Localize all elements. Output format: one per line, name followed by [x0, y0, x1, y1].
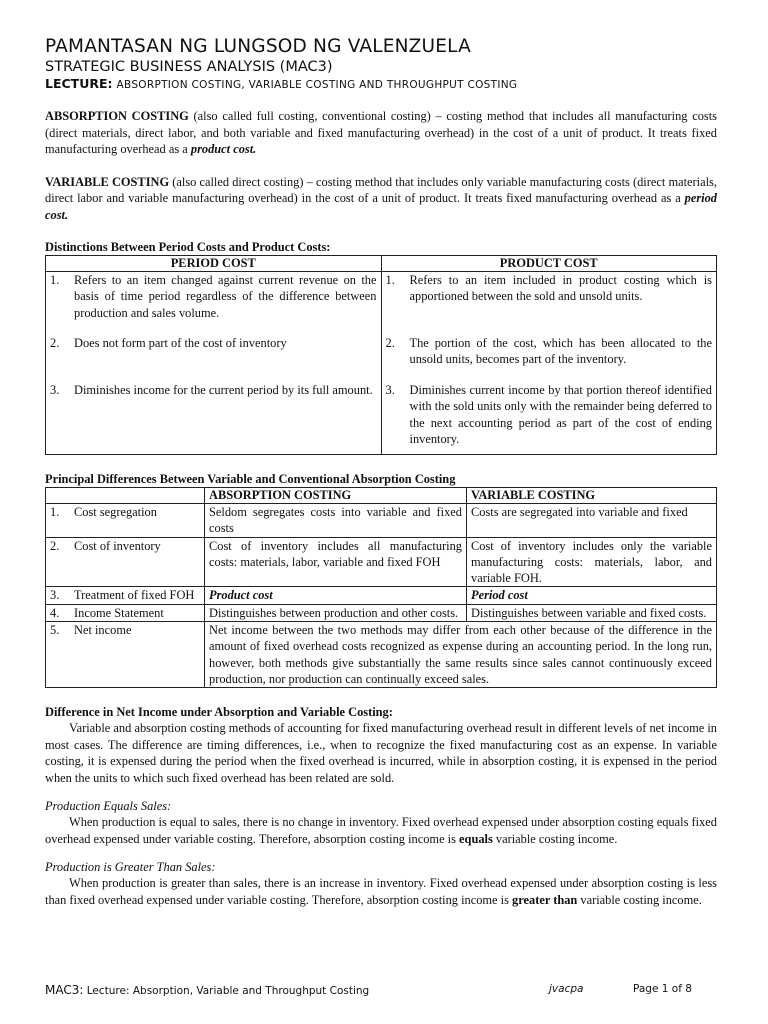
- absorption-term: ABSORPTION COSTING: [45, 109, 189, 123]
- absorption-text: (also called full costing, conventional costing) – costing method that includes all manufacturing costs (direct materials, direct labor, and both variable and fixed manufacturing overhead) in the cost of a unit of product. It treats fixed manufacturing overhead as a: [45, 109, 717, 156]
- variable-costing-header: VARIABLE COSTING: [467, 488, 717, 504]
- variable-definition: [45, 174, 717, 224]
- net-income-body: Variable and absorption costing methods of accounting for fixed manufacturing overhead result in different levels of net income in most cases. The difference are timing differences, i.e., when to recognize the fixed manufacturing cost as an expense. In variable costing, it is expensed during the period when the fixed overhead is incurred, while in absorption costing, it is expensed in the period when the units to which such fixed overhead has been related are sold.: [45, 721, 717, 785]
- product-item-1: 1. Refers to an item included in product costing which is apportioned between the sold and unsold units.: [385, 273, 712, 304]
- footer-page-number: Page 1 of 8: [633, 983, 692, 995]
- absorption-costing-header: ABSORPTION COSTING: [205, 488, 467, 504]
- variable-text: (also called direct costing) – costing method that includes only variable manufacturing costs (direct materials, direct labor and variable manufacturing overhead) in the cost of a unit of product. It treats fixed manufacturing overhead as a: [45, 174, 717, 205]
- production-greater-heading: Production is Greater Than Sales:: [45, 860, 216, 875]
- distinctions-table: [45, 255, 717, 455]
- page-footer: [45, 983, 717, 1003]
- table-row: 2. Cost of inventory Cost of inventory includes all manufacturing costs: materials, labor, variable and fixed FOH Cost of inventory includes only the variable manufacturing costs: materials, labor, and variable FOH.: [46, 537, 717, 587]
- period-cost-header: PERIOD COST: [46, 256, 382, 272]
- distinctions-title: Distinctions Between Period Costs and Product Costs:: [45, 240, 331, 254]
- product-item-3: 3. Diminishes current income by that portion thereof identified with the sold units only with the remainder being deferred to the next accounting period as part of the cost of ending inventory.: [385, 383, 712, 446]
- period-item-3: 3. Diminishes income for the current period by its full amount.: [50, 383, 373, 397]
- lecture-line: [45, 76, 717, 93]
- table-row: 1. Cost segregation Seldom segregates costs into variable and fixed costs Costs are segregated into variable and fixed: [46, 504, 717, 538]
- lecture-label: LECTURE:: [45, 76, 113, 91]
- absorption-definition: [45, 108, 717, 158]
- variable-term: VARIABLE COSTING: [45, 174, 170, 189]
- document-page: [45, 36, 717, 908]
- course-title: STRATEGIC BUSINESS ANALYSIS (MAC3): [45, 59, 333, 75]
- footer-author: jvacpa: [549, 983, 584, 995]
- product-cost-header: PRODUCT COST: [381, 256, 717, 272]
- principal-blank-header: [46, 488, 205, 504]
- footer-course: MAC3: Lecture: Absorption, Variable and Throughput Costing: [45, 983, 370, 997]
- university-title: PAMANTASAN NG LUNGSOD NG VALENZUELA: [45, 36, 471, 57]
- principal-title: Principal Differences Between Variable and Conventional Absorption Costing: [45, 472, 456, 486]
- production-equals-sales-heading: Production Equals Sales:: [45, 799, 172, 814]
- period-item-1: 1. Refers to an item changed against current revenue on the basis of time period regardless of the difference between production and sales volume.: [50, 273, 377, 320]
- table-row: 3. Treatment of fixed FOH Product cost Period cost: [46, 587, 717, 604]
- principal-differences-table: [45, 487, 717, 688]
- product-cost-cell: [381, 272, 717, 455]
- table-row: 5. Net income Net income between the two methods may differ from each other because of the difference in the amount of fixed overhead costs recognized as expense during an accounting period. In the long run, however, both methods give substantially the same results since sales cannot continuously exceed production, nor production can continually exceed sales.: [46, 622, 717, 688]
- table-row: 4. Income Statement Distinguishes between production and other costs. Distinguishes between variable and fixed costs.: [46, 604, 717, 621]
- production-greater-text: When production is greater than sales, there is an increase in inventory. Fixed overhead expensed under absorption costing is less than fixed overhead expensed under variable costing. Therefore, absorption costing income is greater than variable costing income.: [45, 876, 717, 907]
- variable-emphasis: period cost.: [45, 191, 717, 222]
- product-item-2: 2. The portion of the cost, which has been allocated to the unsold units, becomes part of the inventory.: [385, 336, 712, 367]
- production-equals-sales-text: When production is equal to sales, there is no change in inventory. Fixed overhead expensed under absorption costing equals fixed overhead expensed under variable costing. Therefore, absorption costing income is equals variable costing income.: [45, 815, 717, 846]
- period-item-2: 2. Does not form part of the cost of inventory: [50, 336, 287, 350]
- absorption-emphasis: product cost.: [190, 142, 257, 156]
- net-income-title: Difference in Net Income under Absorption and Variable Costing:: [45, 705, 393, 720]
- lecture-title: ABSORPTION COSTING, VARIABLE COSTING AND THROUGHPUT COSTING: [116, 79, 518, 91]
- period-cost-cell: [46, 272, 382, 455]
